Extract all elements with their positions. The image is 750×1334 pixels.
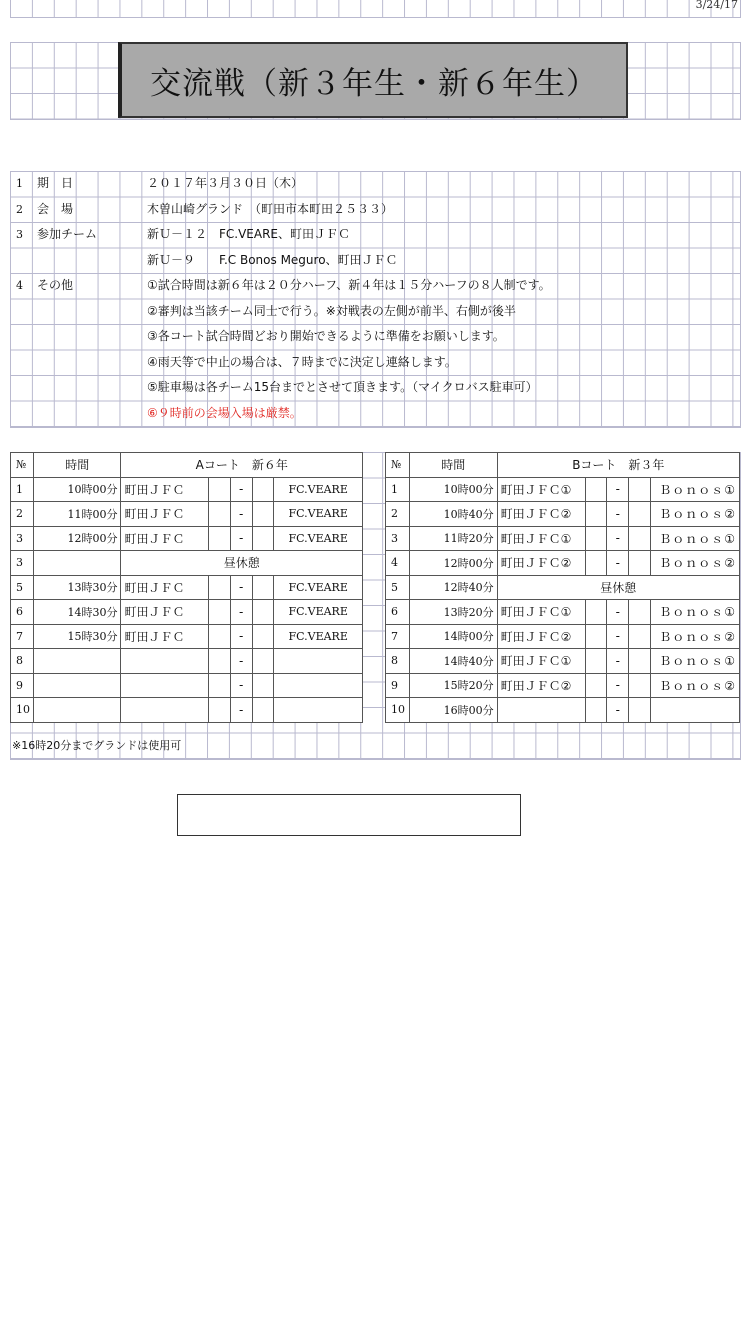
spacer-cell [629,673,651,698]
match-time: 16時00分 [409,698,497,723]
versus-dash: - [607,649,629,674]
info-number: 3 [16,228,23,241]
away-team: Ｂｏｎｏｓ② [651,551,740,576]
match-number: 2 [386,502,410,527]
info-label: 会 場 [37,201,74,216]
spacer-cell [209,575,231,600]
match-time: 12時00分 [34,526,121,551]
info-row [10,324,740,350]
table-row [11,575,363,600]
table-row [11,477,363,502]
match-time: 15時20分 [409,673,497,698]
header-time: 時間 [409,453,497,478]
home-team: 町田ＪＦＣ① [497,477,585,502]
match-time: 15時30分 [34,624,121,649]
spacer-cell [629,551,651,576]
blank-box [177,794,521,836]
match-time [34,649,121,674]
match-time: 14時40分 [409,649,497,674]
match-time: 12時00分 [409,551,497,576]
spacer-cell [209,600,231,625]
page-title [118,42,628,118]
match-number: 9 [11,673,34,698]
table-row [11,551,363,576]
match-number: 3 [386,526,410,551]
table-row [11,624,363,649]
table-row [386,551,740,576]
home-team: 町田ＪＦＣ② [497,673,585,698]
versus-dash: - [607,698,629,723]
away-team: Ｂｏｎｏｓ① [651,526,740,551]
home-team: 町田ＪＦＣ [121,477,209,502]
header-no: № [11,453,34,478]
match-number: 5 [386,575,410,600]
header-no: № [386,453,410,478]
spacer-cell [585,624,607,649]
match-number: 6 [386,600,410,625]
court-b-schedule [385,452,740,723]
spacer-cell [209,477,231,502]
versus-dash: - [230,624,252,649]
info-content: ③各コート試合時間どおり開始できるように準備をお願いします。 [147,329,505,343]
match-number: 9 [386,673,410,698]
versus-dash: - [230,575,252,600]
match-number: 5 [11,575,34,600]
away-team: FC.VEARE [274,502,363,527]
table-row [386,575,740,600]
match-time: 13時30分 [34,575,121,600]
versus-dash: - [607,673,629,698]
spacer-cell [209,698,231,723]
header-time: 時間 [34,453,121,478]
footnote: ※16時20分までグランドは使用可 [12,739,182,752]
spacer-cell [209,526,231,551]
info-content: ①試合時間は新６年は２０分ハーフ、新４年は１５分ハーフの８人制です。 [147,278,551,292]
home-team: 町田ＪＦＣ [121,575,209,600]
info-row [10,401,740,427]
court-a-schedule [10,452,363,723]
match-time [34,698,121,723]
versus-dash: - [230,502,252,527]
home-team: 町田ＪＦＣ [121,502,209,527]
info-content: ②審判は当該チーム同士で行う。※対戦表の左側が前半、右側が後半 [147,303,516,318]
match-time: 11時20分 [409,526,497,551]
match-number: 7 [386,624,410,649]
versus-dash: - [230,649,252,674]
away-team: FC.VEARE [274,526,363,551]
table-row [386,526,740,551]
court-b-header-row [386,453,740,478]
away-team [274,649,363,674]
info-content: ２０１７年３月３０日（木） [147,176,304,190]
match-number: 3 [11,551,34,576]
home-team: 町田ＪＦＣ [121,600,209,625]
match-time: 12時40分 [409,575,497,600]
spacer-cell [585,477,607,502]
spacer-cell [585,673,607,698]
info-number: 2 [16,202,23,216]
match-time: 10時00分 [409,477,497,502]
spacer-cell [209,673,231,698]
home-team [497,698,585,723]
match-time: 10時00分 [34,477,121,502]
info-content: ⑥９時前の会場入場は厳禁。 [147,405,302,420]
table-row [11,649,363,674]
table-row [11,526,363,551]
spacer-cell [252,600,274,625]
versus-dash: - [607,477,629,502]
away-team [651,698,740,723]
table-row [386,477,740,502]
home-team [121,649,209,674]
lunch-break: 昼休憩 [121,551,363,576]
spacer-cell [209,502,231,527]
spacer-cell [252,698,274,723]
spacer-cell [629,502,651,527]
table-row [11,600,363,625]
home-team [121,673,209,698]
match-number: 6 [11,600,34,625]
spacer-cell [209,624,231,649]
print-date: 3/24/17 [695,0,738,11]
match-number: 10 [11,698,34,723]
spacer-cell [585,600,607,625]
table-row [386,698,740,723]
spacer-cell [209,649,231,674]
grid-background-top [10,0,741,18]
match-number: 2 [11,502,34,527]
away-team: Ｂｏｎｏｓ② [651,624,740,649]
info-row [10,375,740,401]
info-row [10,299,740,325]
spacer-cell [252,477,274,502]
table-row [11,698,363,723]
info-row [10,171,740,197]
match-time: 11時00分 [34,502,121,527]
spacer-cell [585,698,607,723]
away-team: Ｂｏｎｏｓ① [651,600,740,625]
spacer-cell [629,624,651,649]
versus-dash: - [230,477,252,502]
match-time [34,551,121,576]
match-number: 7 [11,624,34,649]
match-number: 4 [386,551,410,576]
info-content: 新Ｕ－９ F.C Bonos Meguro、町田ＪＦＣ [147,252,398,267]
spacer-cell [585,551,607,576]
versus-dash: - [230,698,252,723]
spacer-cell [629,600,651,625]
spacer-cell [252,526,274,551]
versus-dash: - [607,502,629,527]
home-team [121,698,209,723]
away-team: Ｂｏｎｏｓ① [651,649,740,674]
match-time: 10時40分 [409,502,497,527]
match-number: 3 [11,526,34,551]
home-team: 町田ＪＦＣ① [497,600,585,625]
table-row [386,600,740,625]
home-team: 町田ＪＦＣ [121,624,209,649]
court-a-header-row [11,453,363,478]
away-team: FC.VEARE [274,600,363,625]
versus-dash: - [607,526,629,551]
info-label: 参加チーム [37,227,98,241]
match-number: 10 [386,698,410,723]
info-number: 4 [16,279,23,292]
spacer-cell [585,526,607,551]
away-team [274,673,363,698]
match-number: 1 [386,477,410,502]
away-team: FC.VEARE [274,624,363,649]
match-number: 1 [11,477,34,502]
spacer-cell [629,698,651,723]
home-team: 町田ＪＦＣ② [497,502,585,527]
info-content: 木曽山崎グランド （町田市本町田２５３３） [147,201,394,216]
versus-dash: - [607,600,629,625]
home-team: 町田ＪＦＣ [121,526,209,551]
spacer-cell [585,502,607,527]
versus-dash: - [230,673,252,698]
spacer-cell [252,575,274,600]
versus-dash: - [230,526,252,551]
table-row [11,673,363,698]
spacer-cell [585,649,607,674]
match-number: 8 [386,649,410,674]
away-team: FC.VEARE [274,477,363,502]
info-row [10,222,740,248]
header-court-b: Bコート 新３年 [497,453,739,478]
home-team: 町田ＪＦＣ② [497,551,585,576]
info-row [10,248,740,274]
home-team: 町田ＪＦＣ① [497,649,585,674]
spacer-cell [252,502,274,527]
spacer-cell [629,477,651,502]
info-content: 新Ｕ－１２ FC.VEARE、町田ＪＦＣ [147,227,351,241]
away-team: Ｂｏｎｏｓ① [651,477,740,502]
versus-dash: - [230,600,252,625]
lunch-break: 昼休憩 [497,575,739,600]
spacer-cell [629,526,651,551]
table-row [386,624,740,649]
table-row [386,673,740,698]
spacer-cell [252,649,274,674]
info-number: 1 [16,177,23,190]
spacer-cell [252,624,274,649]
info-content: ④雨天等で中止の場合は、７時までに決定し連絡します。 [147,354,457,369]
spacer-cell [629,649,651,674]
versus-dash: - [607,551,629,576]
table-row [386,649,740,674]
versus-dash: - [607,624,629,649]
table-row [11,502,363,527]
info-row [10,197,740,223]
header-court-a: Aコート 新６年 [121,453,363,478]
match-number: 8 [11,649,34,674]
home-team: 町田ＪＦＣ② [497,624,585,649]
away-team [274,698,363,723]
info-label: 期 日 [37,176,74,190]
event-info-list [10,171,740,426]
match-time: 14時00分 [409,624,497,649]
match-time: 13時20分 [409,600,497,625]
table-row [386,502,740,527]
home-team: 町田ＪＦＣ① [497,526,585,551]
away-team: FC.VEARE [274,575,363,600]
away-team: Ｂｏｎｏｓ② [651,502,740,527]
info-label: その他 [37,278,74,292]
match-time [34,673,121,698]
away-team: Ｂｏｎｏｓ② [651,673,740,698]
info-row [10,350,740,376]
info-content: ⑤駐車場は各チーム15台までとさせて頂きます。（マイクロバス駐車可） [147,380,538,394]
match-time: 14時30分 [34,600,121,625]
info-row [10,273,740,299]
page-title-text: 交流戦（新３年生・新６年生） [150,65,598,102]
spacer-cell [252,673,274,698]
